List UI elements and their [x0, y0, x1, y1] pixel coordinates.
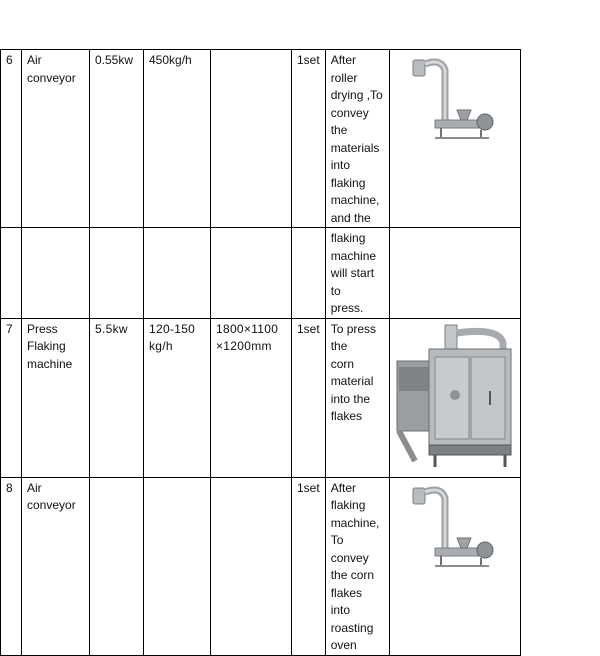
capacity-line: kg/h [149, 339, 173, 353]
item-dimension [211, 318, 292, 477]
item-name: Air conveyor [22, 50, 90, 228]
item-dimension [211, 228, 292, 319]
description-line: To convey [330, 533, 369, 565]
description-line: machine, [330, 193, 380, 207]
description-line: oven [330, 638, 357, 652]
description-line: press. [330, 301, 364, 315]
description-line: will start to [330, 266, 375, 298]
description-line: into flaking [330, 158, 366, 190]
name-line: Flaking [27, 339, 66, 353]
table-row [1, 318, 521, 477]
description-line: machine [330, 248, 377, 263]
description-line: corn [330, 356, 355, 371]
description-line: machine, [330, 515, 380, 530]
item-capacity [144, 318, 211, 477]
item-quantity: 1set [292, 477, 326, 655]
item-description [325, 228, 389, 319]
item-image [389, 477, 520, 655]
item-description [325, 477, 389, 655]
description-line: flaking [330, 498, 366, 512]
description-line: into the [330, 391, 371, 406]
item-capacity [144, 228, 211, 319]
item-number: 7 [1, 318, 22, 477]
table-row [1, 477, 521, 655]
item-name [22, 318, 90, 477]
item-capacity [144, 477, 211, 655]
description-line: convey the [330, 105, 369, 137]
item-power: 0.55kw [90, 50, 144, 228]
table-row [1, 50, 521, 228]
description-line: To press the [330, 321, 377, 353]
description-line: the corn [330, 568, 375, 582]
dimension-line: 1800×1100 [216, 321, 279, 336]
capacity-line: 120-150 [149, 321, 196, 336]
table-row [1, 228, 521, 319]
air-conveyor-icon [405, 480, 505, 580]
description-line: flaking [330, 231, 366, 245]
item-name: Air conveyor [22, 477, 90, 655]
flaking-machine-icon [395, 321, 515, 471]
description-line: drying ,To [330, 88, 383, 102]
item-quantity: 1set [292, 318, 326, 477]
item-description [325, 50, 389, 228]
name-line: machine [27, 356, 73, 371]
description-line: materials [330, 140, 380, 155]
description-line: and the [330, 210, 371, 225]
description-line: material [330, 374, 374, 388]
item-capacity: 450kg/h [144, 50, 211, 228]
item-image [389, 318, 520, 477]
item-power [90, 477, 144, 655]
equipment-spec-table [0, 49, 521, 656]
description-line: After [330, 480, 357, 495]
item-quantity: 1set [292, 50, 326, 228]
item-image [389, 228, 520, 319]
item-number: 6 [1, 50, 22, 228]
dimension-line: ×1200mm [216, 339, 272, 353]
item-power [90, 228, 144, 319]
description-line: After roller [330, 53, 358, 85]
description-line: flakes [330, 409, 363, 423]
item-number [1, 228, 22, 319]
item-name [22, 228, 90, 319]
name-line: Press [27, 321, 58, 336]
description-line: flakes into [330, 585, 363, 617]
item-image [389, 50, 520, 228]
item-dimension [211, 50, 292, 228]
item-description [325, 318, 389, 477]
item-quantity [292, 228, 326, 319]
description-line: roasting [330, 620, 374, 635]
air-conveyor-icon [405, 52, 505, 152]
item-number: 8 [1, 477, 22, 655]
item-power: 5.5kw [90, 318, 144, 477]
item-dimension [211, 477, 292, 655]
